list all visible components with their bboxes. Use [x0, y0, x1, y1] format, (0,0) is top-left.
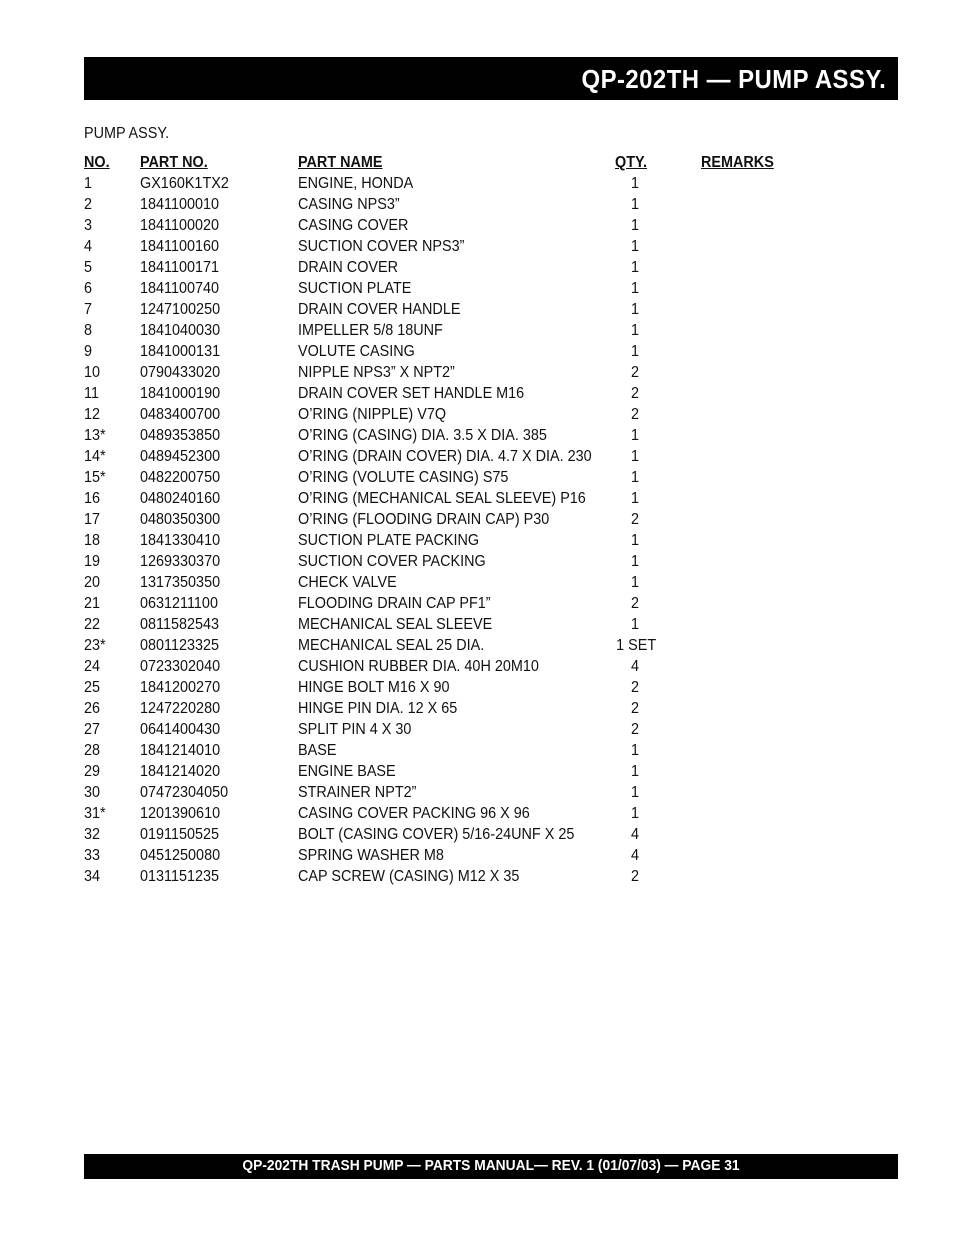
table-row [84, 551, 898, 572]
cell-part-name: NIPPLE NPS3” X NPT2” [298, 364, 455, 381]
cell-no: 34 [84, 868, 101, 885]
cell-no: 1 [84, 175, 93, 192]
cell-qty: 2 [630, 679, 640, 696]
cell-part-no: 1201390610 [140, 805, 221, 822]
cell-part-no: 1841200270 [140, 679, 221, 696]
table-row [84, 677, 898, 698]
cell-part-no: 1247100250 [140, 301, 221, 318]
cell-qty: 1 SET [616, 637, 657, 654]
cell-part-name: ENGINE BASE [298, 763, 396, 780]
cell-part-name: HINGE BOLT M16 X 90 [298, 679, 450, 696]
cell-part-name: CASING NPS3” [298, 196, 400, 213]
cell-part-no: 1841100020 [140, 217, 220, 234]
table-row [84, 635, 898, 656]
table-row [84, 845, 898, 866]
cell-part-name: SUCTION COVER NPS3” [298, 238, 465, 255]
cell-part-no: 07472304050 [140, 784, 229, 801]
column-header-part-name: PART NAME [298, 154, 383, 171]
cell-qty: 2 [630, 595, 640, 612]
cell-no: 5 [84, 259, 93, 276]
cell-part-no: 1841100171 [140, 259, 220, 276]
cell-no: 12 [84, 406, 101, 423]
cell-part-name: CUSHION RUBBER DIA. 40H 20M10 [298, 658, 539, 675]
cell-no: 33 [84, 847, 101, 864]
cell-no: 22 [84, 616, 101, 633]
cell-part-name: DRAIN COVER HANDLE [298, 301, 461, 318]
table-row [84, 509, 898, 530]
cell-part-name: DRAIN COVER [298, 259, 399, 276]
cell-part-no: 1841330410 [140, 532, 221, 549]
cell-qty: 1 [630, 805, 640, 822]
cell-qty: 1 [630, 196, 640, 213]
table-row [84, 278, 898, 299]
cell-no: 11 [84, 385, 99, 402]
table-row [84, 530, 898, 551]
cell-part-no: 0191150525 [140, 826, 220, 843]
cell-qty: 1 [630, 238, 640, 255]
cell-no: 24 [84, 658, 101, 675]
cell-qty: 4 [630, 658, 640, 675]
cell-part-name: O’RING (DRAIN COVER) DIA. 4.7 X DIA. 230 [298, 448, 592, 465]
page-title: QP-202TH — PUMP ASSY. [581, 64, 886, 94]
cell-qty: 1 [630, 574, 640, 591]
column-header-remarks: REMARKS [701, 154, 774, 171]
cell-no: 14* [84, 448, 106, 465]
cell-qty: 1 [630, 343, 640, 360]
cell-qty: 2 [630, 385, 640, 402]
cell-qty: 1 [630, 217, 640, 234]
table-row [84, 236, 898, 257]
cell-part-no: 0790433020 [140, 364, 221, 381]
cell-part-no: GX160K1TX2 [140, 175, 229, 192]
cell-qty: 1 [630, 532, 640, 549]
cell-part-no: 0641400430 [140, 721, 221, 738]
cell-part-no: 1841100160 [140, 238, 220, 255]
cell-part-name: CASING COVER [298, 217, 409, 234]
cell-part-no: 0480350300 [140, 511, 221, 528]
cell-qty: 1 [630, 301, 640, 318]
cell-part-name: O’RING (VOLUTE CASING) S75 [298, 469, 509, 486]
cell-qty: 1 [630, 763, 640, 780]
cell-qty: 1 [630, 616, 640, 633]
table-row [84, 698, 898, 719]
cell-part-no: 0480240160 [140, 490, 221, 507]
cell-no: 9 [84, 343, 93, 360]
cell-no: 25 [84, 679, 101, 696]
cell-qty: 2 [630, 364, 640, 381]
cell-part-name: BASE [298, 742, 337, 759]
cell-qty: 2 [630, 511, 640, 528]
table-body [84, 173, 898, 887]
cell-no: 18 [84, 532, 101, 549]
cell-part-no: 0723302040 [140, 658, 221, 675]
cell-no: 32 [84, 826, 101, 843]
cell-no: 2 [84, 196, 93, 213]
cell-no: 28 [84, 742, 101, 759]
cell-no: 8 [84, 322, 93, 339]
cell-part-name: SUCTION PLATE PACKING [298, 532, 480, 549]
cell-qty: 1 [630, 448, 640, 465]
cell-part-no: 1841000190 [140, 385, 221, 402]
cell-qty: 1 [630, 259, 640, 276]
cell-part-no: 1269330370 [140, 553, 221, 570]
table-row [84, 719, 898, 740]
cell-part-name: SUCTION COVER PACKING [298, 553, 486, 570]
cell-part-no: 0483400700 [140, 406, 221, 423]
cell-no: 16 [84, 490, 101, 507]
table-row [84, 803, 898, 824]
section-label: PUMP ASSY. [84, 125, 170, 142]
cell-part-name: DRAIN COVER SET HANDLE M16 [298, 385, 525, 402]
cell-qty: 1 [630, 469, 640, 486]
cell-part-no: 0631211100 [140, 595, 218, 612]
cell-part-name: SUCTION PLATE [298, 280, 412, 297]
cell-qty: 1 [630, 553, 640, 570]
cell-part-no: 1317350350 [140, 574, 221, 591]
table-row [84, 341, 898, 362]
cell-no: 31* [84, 805, 106, 822]
cell-part-name: CASING COVER PACKING 96 X 96 [298, 805, 530, 822]
cell-qty: 2 [630, 721, 640, 738]
table-row [84, 320, 898, 341]
table-row [84, 656, 898, 677]
cell-part-name: CHECK VALVE [298, 574, 397, 591]
table-row [84, 572, 898, 593]
cell-part-name: FLOODING DRAIN CAP PF1” [298, 595, 491, 612]
cell-no: 27 [84, 721, 101, 738]
table-row [84, 740, 898, 761]
cell-part-name: STRAINER NPT2” [298, 784, 417, 801]
cell-part-no: 0489353850 [140, 427, 221, 444]
cell-part-name: BOLT (CASING COVER) 5/16-24UNF X 25 [298, 826, 575, 843]
column-header-qty: QTY. [615, 154, 648, 171]
cell-part-name: O’RING (MECHANICAL SEAL SLEEVE) P16 [298, 490, 586, 507]
table-row [84, 467, 898, 488]
table-row [84, 614, 898, 635]
cell-no: 29 [84, 763, 101, 780]
cell-part-no: 1841214010 [140, 742, 221, 759]
cell-part-name: MECHANICAL SEAL SLEEVE [298, 616, 493, 633]
cell-no: 17 [84, 511, 101, 528]
cell-part-name: MECHANICAL SEAL 25 DIA. [298, 637, 485, 654]
cell-part-no: 1247220280 [140, 700, 221, 717]
cell-qty: 2 [630, 700, 640, 717]
cell-part-name: O’RING (CASING) DIA. 3.5 X DIA. 385 [298, 427, 547, 444]
cell-no: 30 [84, 784, 101, 801]
table-row [84, 824, 898, 845]
table-row [84, 761, 898, 782]
cell-part-name: ENGINE, HONDA [298, 175, 414, 192]
cell-qty: 1 [630, 280, 640, 297]
cell-qty: 1 [630, 322, 640, 339]
cell-part-no: 1841100740 [140, 280, 220, 297]
cell-no: 6 [84, 280, 93, 297]
cell-no: 19 [84, 553, 101, 570]
cell-part-no: 1841040030 [140, 322, 221, 339]
table-header-row [84, 152, 898, 173]
cell-part-name: O’RING (FLOODING DRAIN CAP) P30 [298, 511, 550, 528]
cell-part-no: 1841214020 [140, 763, 221, 780]
cell-no: 4 [84, 238, 93, 255]
cell-no: 3 [84, 217, 93, 234]
cell-no: 13* [84, 427, 106, 444]
table-row [84, 425, 898, 446]
cell-qty: 2 [630, 406, 640, 423]
cell-part-no: 0482200750 [140, 469, 221, 486]
table-row [84, 194, 898, 215]
cell-part-no: 1841100010 [140, 196, 220, 213]
cell-part-name: IMPELLER 5/8 18UNF [298, 322, 443, 339]
cell-qty: 1 [630, 784, 640, 801]
cell-no: 21 [84, 595, 101, 612]
cell-qty: 2 [630, 868, 640, 885]
table-row [84, 866, 898, 887]
page-footer-bar [84, 1154, 898, 1179]
cell-part-no: 0451250080 [140, 847, 221, 864]
table-row [84, 446, 898, 467]
cell-no: 23* [84, 637, 106, 654]
cell-part-name: SPLIT PIN 4 X 30 [298, 721, 412, 738]
table-row [84, 782, 898, 803]
column-header-part-no: PART NO. [140, 154, 208, 171]
table-row [84, 215, 898, 236]
table-row [84, 488, 898, 509]
cell-qty: 4 [630, 847, 640, 864]
table-row [84, 593, 898, 614]
cell-qty: 4 [630, 826, 640, 843]
table-row [84, 383, 898, 404]
table-row [84, 257, 898, 278]
table-row [84, 404, 898, 425]
cell-part-name: HINGE PIN DIA. 12 X 65 [298, 700, 458, 717]
table-row [84, 173, 898, 194]
parts-table [84, 152, 898, 887]
cell-no: 26 [84, 700, 101, 717]
table-row [84, 362, 898, 383]
cell-no: 10 [84, 364, 101, 381]
cell-part-no: 0489452300 [140, 448, 221, 465]
cell-part-no: 0811582543 [140, 616, 220, 633]
page-title-bar [84, 57, 898, 100]
page-footer: QP-202TH TRASH PUMP — PARTS MANUAL— REV. 1 (01/07/03) — PAGE 31 [242, 1157, 740, 1174]
cell-part-no: 0801123325 [140, 637, 220, 654]
cell-part-name: O’RING (NIPPLE) V7Q [298, 406, 447, 423]
column-header-no: NO. [84, 154, 110, 171]
cell-no: 15* [84, 469, 106, 486]
cell-part-no: 0131151235 [140, 868, 220, 885]
cell-no: 7 [84, 301, 93, 318]
cell-part-no: 1841000131 [140, 343, 221, 360]
cell-part-name: CAP SCREW (CASING) M12 X 35 [298, 868, 520, 885]
cell-no: 20 [84, 574, 101, 591]
cell-qty: 1 [630, 490, 640, 507]
cell-qty: 1 [630, 175, 640, 192]
cell-qty: 1 [630, 742, 640, 759]
cell-qty: 1 [630, 427, 640, 444]
table-row [84, 299, 898, 320]
cell-part-name: VOLUTE CASING [298, 343, 415, 360]
cell-part-name: SPRING WASHER M8 [298, 847, 444, 864]
